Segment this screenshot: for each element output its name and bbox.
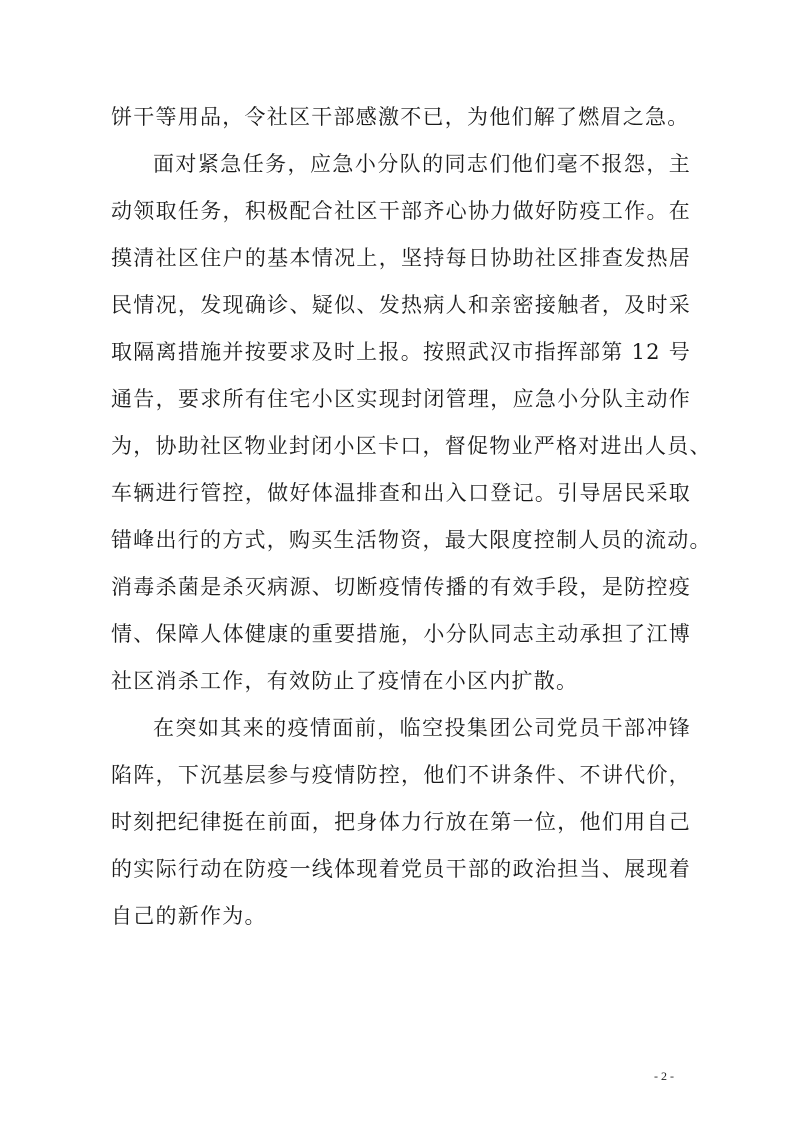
paragraph-2-line-3: 摸清社区住户的基本情况上，坚持每日协助社区排查发热居 — [111, 246, 691, 270]
paragraph-1-line-1: 饼干等用品，令社区干部感激不已，为他们解了燃眉之急。 — [111, 105, 690, 129]
paragraph-3-line-1: 在突如其来的疫情面前，临空投集团公司党员干部冲锋 — [153, 716, 691, 740]
paragraph-2-line-6: 通告，要求所有住宅小区实现封闭管理，应急小分队主动作 — [111, 387, 691, 411]
paragraph-2-line-1: 面对紧急任务，应急小分队的同志们他们毫不报怨，主 — [153, 152, 691, 176]
paragraph-3-line-4: 的实际行动在防疫一线体现着党员干部的政治担当、展现着 — [111, 857, 691, 881]
paragraph-2-line-11: 情、保障人体健康的重要措施，小分队同志主动承担了江博 — [111, 622, 691, 646]
paragraph-2-line-2: 动领取任务，积极配合社区干部齐心协力做好防疫工作。在 — [111, 199, 691, 223]
page-number: - 2 - — [654, 1069, 674, 1083]
paragraph-2-line-8: 车辆进行管控，做好体温排查和出入口登记。引导居民采取 — [111, 481, 691, 505]
paragraph-3-line-5: 自己的新作为。 — [111, 904, 267, 928]
paragraph-3-line-2: 陷阵，下沉基层参与疫情防控，他们不讲条件、不讲代价， — [111, 763, 691, 787]
paragraph-2-line-9: 错峰出行的方式，购买生活物资，最大限度控制人员的流动。 — [111, 528, 712, 552]
paragraph-2-line-4: 民情况，发现确诊、疑似、发热病人和亲密接触者，及时采 — [111, 293, 691, 317]
paragraph-2-line-10: 消毒杀菌是杀灭病源、切断疫情传播的有效手段，是防控疫 — [111, 575, 691, 599]
paragraph-3-line-3: 时刻把纪律挺在前面，把身体力行放在第一位，他们用自己 — [111, 810, 691, 834]
paragraph-2-line-12: 社区消杀工作，有效防止了疫情在小区内扩散。 — [111, 669, 579, 693]
paragraph-2-line-7: 为，协助社区物业封闭小区卡口，督促物业严格对进出人员、 — [111, 434, 712, 458]
paragraph-2-line-5: 取隔离措施并按要求及时上报。按照武汉市指挥部第 12 号 — [111, 340, 691, 364]
